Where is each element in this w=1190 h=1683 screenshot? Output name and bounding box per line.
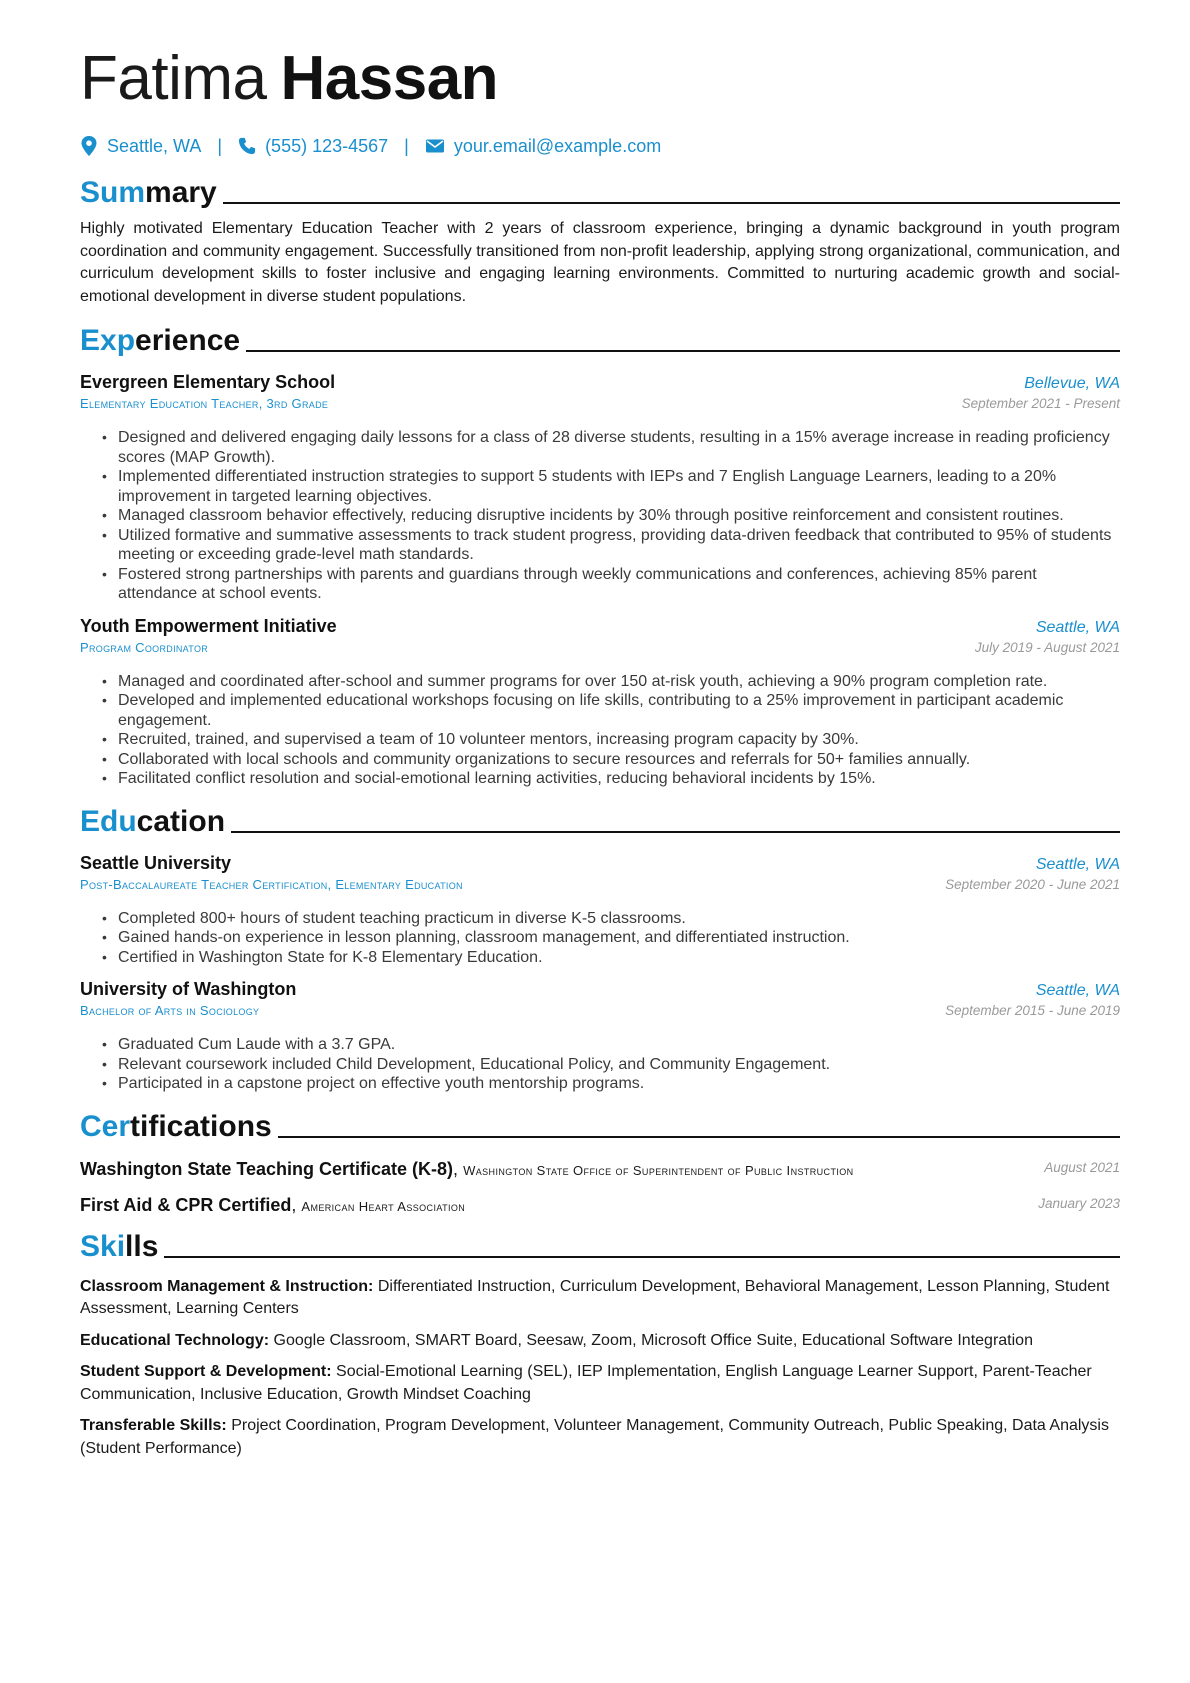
section-title-experience: Experience xyxy=(80,324,241,357)
cert-name: Washington State Teaching Certificate (K-8) xyxy=(80,1158,454,1179)
list-item: • Facilitated conflict resolution and social-emotional learning activities, reducing behavioral incidents by 15%. xyxy=(100,769,1120,789)
entry-location: Seattle, WA xyxy=(1035,982,1120,999)
list-item: • Gained hands-on experience in lesson planning, classroom management, and differentiated instruction. xyxy=(100,928,1120,948)
first-name: Fatima xyxy=(80,44,267,113)
entry-dates: September 2020 - June 2021 xyxy=(945,876,1120,892)
list-item: • Graduated Cum Laude with a 3.7 GPA. xyxy=(100,1035,1120,1055)
skills-section xyxy=(80,1222,1120,1461)
section-heading xyxy=(80,168,1120,210)
degree-title: Bachelor of Arts in Sociology xyxy=(80,1003,260,1018)
list-item: • Collaborated with local schools and community organizations to secure resources and referrals for 50+ families annually. xyxy=(100,750,1120,770)
skill-list: Project Coordination, Program Development, Volunteer Management, Community Outreach, Public Speaking, Data Analysis (Student Performance) xyxy=(80,1417,1109,1457)
skill-group xyxy=(80,1415,1120,1460)
school-name: University of Washington xyxy=(80,979,297,999)
cert-issuer: Washington State Office of Superintendent of Public Instruction xyxy=(463,1162,854,1178)
summary-text: Highly motivated Elementary Education Teacher with 2 years of classroom experience, bringing a dynamic background in youth program coordination and community engagement. Successfully transitioned from non-profit leadership, applying strong organizational, communication, and curriculum development skills to foster inclusive and engaging learning environments. Committed to nurturing academic growth and social-emotional development in diverse student populations. xyxy=(80,220,1120,305)
section-rule xyxy=(246,350,1120,352)
contact-separator: | xyxy=(217,135,223,156)
employer-name: Evergreen Elementary School xyxy=(80,372,336,392)
experience-section xyxy=(80,316,1120,789)
skill-list: Social-Emotional Learning (SEL), IEP Implementation, English Language Learner Support, Parent-Teacher Communication, Inclusive Education, Growth Mindset Coaching xyxy=(80,1363,1092,1403)
section-heading xyxy=(80,797,1120,839)
skill-category: Student Support & Development: xyxy=(80,1363,332,1380)
entry-dates: July 2019 - August 2021 xyxy=(974,639,1120,655)
list-item: • Developed and implemented educational workshops focusing on life skills, contributing to a 25% improvement in participant academic engagement. xyxy=(100,691,1120,730)
skill-list: Differentiated Instruction, Curriculum Development, Behavioral Management, Lesson Planning, Student Assessment, Learning Centers xyxy=(80,1277,1110,1317)
cert-date: August 2021 xyxy=(1044,1159,1120,1175)
section-title-education: Education xyxy=(80,804,226,838)
education-entry xyxy=(80,853,1120,968)
skill-group xyxy=(80,1330,1120,1353)
bullet-list xyxy=(80,672,1120,789)
envelope-icon xyxy=(425,136,445,156)
contact-separator: | xyxy=(404,135,409,156)
employer-name: Youth Empowerment Initiative xyxy=(80,615,337,636)
list-item: • Participated in a capstone project on effective youth mentorship programs. xyxy=(100,1074,1120,1094)
skill-category: Educational Technology: xyxy=(80,1331,270,1349)
section-heading xyxy=(80,1102,1120,1144)
email-link[interactable]: your.email@example.com xyxy=(453,135,662,156)
cert-date: January 2023 xyxy=(1038,1195,1120,1211)
degree-title: Post-Baccalaureate Teacher Certification, Elementary Education xyxy=(80,876,463,892)
contact-phone[interactable] xyxy=(238,136,388,157)
list-item: • Recruited, trained, and supervised a team of 10 volunteer mentors, increasing program capacity by 30%. xyxy=(100,730,1120,750)
job-title: Program Coordinator xyxy=(80,639,209,655)
skill-category: Transferable Skills: xyxy=(80,1417,227,1434)
section-title-certifications: Certifications xyxy=(80,1109,272,1143)
section-heading xyxy=(80,316,1120,358)
skill-group xyxy=(80,1276,1120,1321)
entry-location: Bellevue, WA xyxy=(1024,375,1120,392)
list-item: • Relevant coursework included Child Development, Educational Policy, and Community Engagement. xyxy=(100,1055,1120,1075)
certifications-section xyxy=(80,1102,1120,1218)
section-rule xyxy=(278,1136,1120,1138)
bullet-list xyxy=(80,428,1120,604)
section-title-summary: Summary xyxy=(80,176,217,209)
experience-entry xyxy=(80,616,1120,789)
job-title: Elementary Education Teacher, 3rd Grade xyxy=(80,396,329,411)
education-entry xyxy=(80,979,1120,1094)
section-rule xyxy=(223,202,1120,204)
entry-dates: September 2015 - June 2019 xyxy=(945,1003,1120,1018)
entry-location: Seattle, WA xyxy=(1035,618,1120,636)
list-item: • Managed classroom behavior effectively, reducing disruptive incidents by 30% through positive reinforcement and consistent routines. xyxy=(100,506,1120,526)
list-item: • Managed and coordinated after-school and summer programs for over 150 at-risk youth, achieving a 90% program completion rate. xyxy=(100,672,1120,692)
list-item: • Completed 800+ hours of student teaching practicum in diverse K-5 classrooms. xyxy=(100,909,1120,929)
location-text: Seattle, WA xyxy=(107,135,202,156)
list-item: • Utilized formative and summative assessments to track student progress, providing data-driven feedback that contributed to 95% of students meeting or exceeding grade-level math standards. xyxy=(100,526,1120,565)
contact-bar xyxy=(80,134,1120,158)
phone-text[interactable]: (555) 123-4567 xyxy=(265,135,389,156)
list-item: • Certified in Washington State for K-8 Elementary Education. xyxy=(100,948,1120,968)
contact-email[interactable] xyxy=(425,136,661,157)
contact-location xyxy=(80,136,201,157)
skill-category: Classroom Management & Instruction: xyxy=(80,1277,374,1295)
bullet-list xyxy=(80,1035,1120,1094)
entry-location: Seattle, WA xyxy=(1035,855,1120,873)
cert-name: First Aid & CPR Certified xyxy=(80,1194,292,1215)
skill-list: Google Classroom, SMART Board, Seesaw, Zoom, Microsoft Office Suite, Educational Software Integration xyxy=(273,1331,1033,1349)
section-rule xyxy=(164,1256,1120,1258)
list-item: • Fostered strong partnerships with parents and guardians through weekly communications and conferences, achieving 85% parent attendance at school events. xyxy=(100,565,1120,604)
last-name: Hassan xyxy=(280,44,499,113)
certification-item: First Aid & CPR Certified, American Heart Association January 2023 xyxy=(80,1194,1120,1215)
certification-item: Washington State Teaching Certificate (K-8), Washington State Office of Superintendent of Public Instruction August 2021 xyxy=(80,1158,1120,1179)
school-name: Seattle University xyxy=(80,852,232,873)
skill-group xyxy=(80,1361,1120,1406)
section-heading xyxy=(80,1222,1120,1264)
cert-issuer: American Heart Association xyxy=(301,1198,466,1214)
section-rule xyxy=(231,831,1120,833)
summary-section xyxy=(80,168,1120,308)
bullet-list xyxy=(80,909,1120,968)
education-section xyxy=(80,797,1120,1094)
entry-dates: September 2021 - Present xyxy=(961,396,1120,411)
phone-icon xyxy=(238,136,256,156)
candidate-name xyxy=(80,40,1120,118)
section-title-skills: Skills xyxy=(80,1229,159,1263)
list-item: • Designed and delivered engaging daily lessons for a class of 28 diverse students, resulting in a 15% average increase in reading proficiency scores (MAP Growth). xyxy=(100,428,1120,467)
map-marker-icon xyxy=(80,136,98,156)
list-item: • Implemented differentiated instruction strategies to support 5 students with IEPs and 7 English Language Learners, leading to a 20% improvement in targeted learning objectives. xyxy=(100,467,1120,506)
experience-entry xyxy=(80,372,1120,604)
